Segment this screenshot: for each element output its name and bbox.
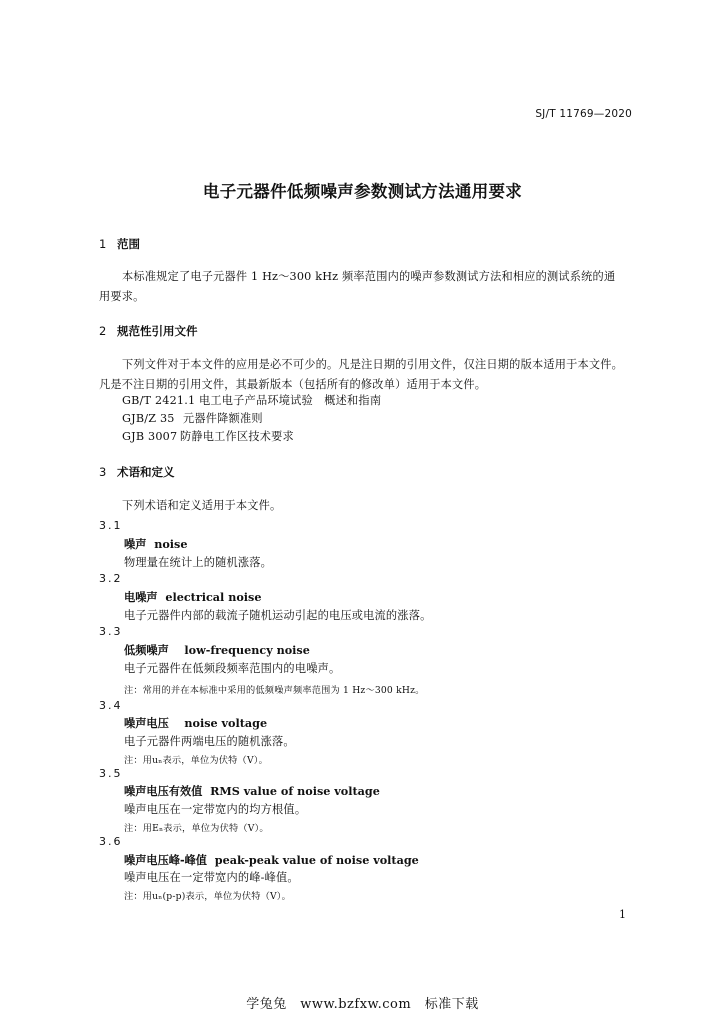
term-zh: 噪声电压有效值 xyxy=(124,785,203,798)
term-zh: 噪声电压 xyxy=(124,717,169,730)
section-3-heading xyxy=(99,464,175,480)
reference-code: GJB 3007 xyxy=(122,430,178,443)
terms-intro: 下列术语和定义适用于本文件。 xyxy=(122,499,282,512)
term-heading xyxy=(124,589,261,605)
term-zh: 噪声 xyxy=(124,538,147,551)
document-title: 电子元器件低频噪声参数测试方法通用要求 xyxy=(202,182,523,201)
page-number: 1 xyxy=(619,908,626,921)
term-number: 3.6 xyxy=(99,835,123,848)
term-note: 注：常用的并在本标准中采用的低频噪声频率范围为 1 Hz～300 kHz。 xyxy=(124,685,425,696)
term-definition: 噪声电压在一定带宽内的均方根值。 xyxy=(124,803,307,816)
reference-code: GJB/Z 35 xyxy=(122,412,175,425)
term-zh: 低频噪声 xyxy=(124,644,169,657)
term-number: 3.5 xyxy=(99,767,123,780)
term-definition: 噪声电压在一定带宽内的峰-峰值。 xyxy=(124,871,299,884)
term-heading xyxy=(124,852,419,868)
references-intro-line: 凡是不注日期的引用文件，其最新版本（包括所有的修改单）适用于本文件。 xyxy=(99,378,487,391)
term-heading xyxy=(124,715,267,731)
term-heading xyxy=(124,642,310,658)
term-en: peak-peak value of noise voltage xyxy=(214,853,419,867)
scope-paragraph-line: 用要求。 xyxy=(99,290,145,303)
term-number: 3.4 xyxy=(99,699,123,712)
term-zh: 噪声电压峰-峰值 xyxy=(124,854,207,867)
term-number: 3.1 xyxy=(99,519,123,532)
section-number: 3 xyxy=(99,465,107,479)
references-intro-line: 下列文件对于本文件的应用是必不可少的。凡是注日期的引用文件，仅注日期的版本适用于本文件。 xyxy=(122,358,624,371)
term-note: 注：用uₙ表示，单位为伏特（V）。 xyxy=(124,755,268,766)
term-heading xyxy=(124,536,187,552)
section-number: 1 xyxy=(99,237,107,251)
term-en: noise xyxy=(154,537,188,551)
reference-code: GB/T 2421.1 xyxy=(122,394,196,407)
reference-item xyxy=(122,410,263,426)
term-number: 3.3 xyxy=(99,625,123,638)
term-number: 3.2 xyxy=(99,572,123,585)
term-definition: 电子元器件在低频段频率范围内的电噪声。 xyxy=(124,662,341,675)
term-en: low-frequency noise xyxy=(184,643,310,657)
section-title: 规范性引用文件 xyxy=(117,324,198,338)
term-heading xyxy=(124,783,380,799)
footer-watermark: 学兔兔 www.bzfxw.com 标准下载 xyxy=(246,997,479,1012)
term-note: 注：用Eₙ表示，单位为伏特（V）。 xyxy=(124,823,269,834)
section-2-heading xyxy=(99,323,198,339)
scope-paragraph-line: 本标准规定了电子元器件 1 Hz～300 kHz 频率范围内的噪声参数测试方法和相应的测试系统的通 xyxy=(122,270,616,283)
term-definition: 物理量在统计上的随机涨落。 xyxy=(124,556,273,569)
term-en: RMS value of noise voltage xyxy=(210,784,380,798)
reference-title: 防静电工作区技术要求 xyxy=(180,430,294,443)
term-en: noise voltage xyxy=(184,716,268,730)
term-zh: 电噪声 xyxy=(124,591,158,604)
section-title: 术语和定义 xyxy=(117,465,175,479)
section-1-heading xyxy=(99,236,140,252)
term-definition: 电子元器件内部的载流子随机运动引起的电压或电流的涨落。 xyxy=(124,609,432,622)
term-note: 注：用uₙ(p-p)表示，单位为伏特（V）。 xyxy=(124,891,291,902)
standard-number: SJ/T 11769—2020 xyxy=(535,108,632,120)
reference-title: 电工电子产品环境试验 概述和指南 xyxy=(199,394,382,407)
reference-item xyxy=(122,392,381,408)
reference-item xyxy=(122,428,294,444)
term-definition: 电子元器件两端电压的随机涨落。 xyxy=(124,735,295,748)
reference-title: 元器件降额准则 xyxy=(183,412,263,425)
section-title: 范围 xyxy=(117,237,140,251)
section-number: 2 xyxy=(99,324,107,338)
term-en: electrical noise xyxy=(165,590,262,604)
